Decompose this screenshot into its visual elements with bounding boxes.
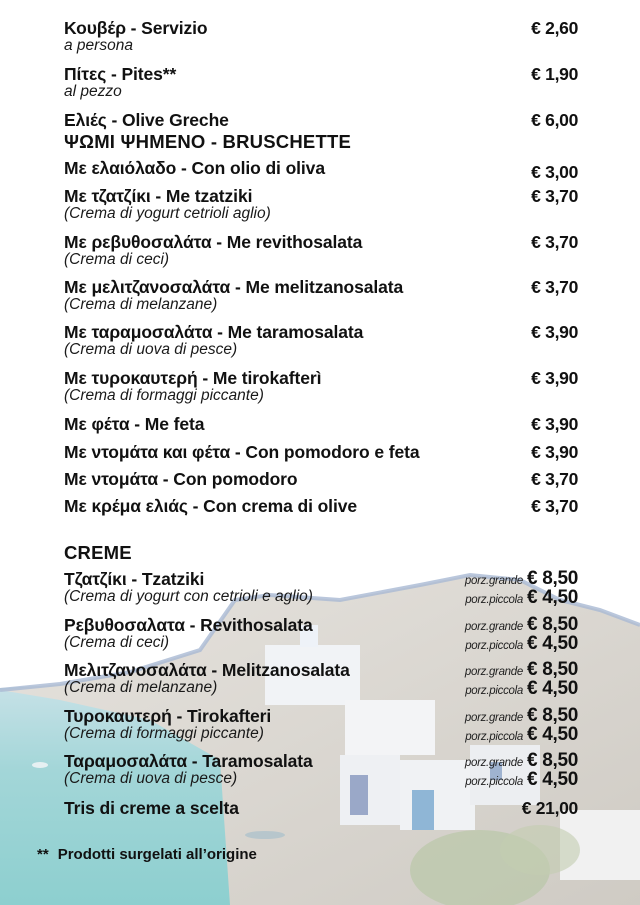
portion-label: porz.piccola <box>465 685 523 697</box>
portion-large <box>465 569 578 588</box>
portion-small <box>465 725 578 744</box>
portion-label: porz.piccola <box>465 640 523 652</box>
portion-label: porz.grande <box>464 575 523 587</box>
portion-price: € 4,50 <box>526 633 578 654</box>
item-price: € 21,00 <box>521 798 578 818</box>
menu-item-bruschetta <box>64 322 580 358</box>
section-title-creme: CREME <box>64 542 132 563</box>
item-note: (Crema di formaggi piccante) <box>64 725 264 742</box>
item-price: € 3,70 <box>531 277 578 297</box>
portion-small <box>465 679 578 698</box>
menu-item-crema <box>64 659 580 699</box>
item-note: (Crema di ceci) <box>64 251 170 268</box>
menu-item-tris <box>64 798 580 818</box>
item-name: Μελιτζανοσαλάτα - Melitzanosalata <box>64 660 350 680</box>
portion-price: € 8,50 <box>526 614 578 635</box>
item-name: Με μελιτζανοσαλάτα - Me melitzanosalata <box>64 277 404 297</box>
item-name: Με κρέμα ελιάς - Con crema di olive <box>64 496 357 516</box>
item-note: a persona <box>64 37 133 54</box>
portion-price: € 4,50 <box>526 587 578 608</box>
portion-price: € 8,50 <box>526 659 578 680</box>
item-name: Με ελαιόλαδο - Con olio di oliva <box>64 158 325 178</box>
item-name: Ταραμοσαλάτα - Taramosalata <box>64 751 313 771</box>
item-name: Τυροκαυτερή - Tirokafteri <box>64 706 272 726</box>
item-price: € 2,60 <box>531 18 578 38</box>
menu-item-bruschetta <box>64 442 580 462</box>
menu-item-coperto <box>64 18 580 54</box>
portion-label: porz.grande <box>464 712 523 724</box>
section-title-bruschette: ΨΩΜΙ ΨΗΜΕΝΟ - BRUSCHETTE <box>64 131 351 152</box>
item-name: Με τζατζίκι - Me tzatziki <box>64 186 253 206</box>
footnote-marker: ** <box>37 846 49 863</box>
portion-small <box>465 588 578 607</box>
item-name: Με φέτα - Me feta <box>64 414 205 434</box>
item-name: Κουβέρ - Servizio <box>64 18 208 38</box>
item-name: Με τυροκαυτερή - Me tirokafterì <box>64 368 322 388</box>
portion-price: € 8,50 <box>526 705 578 726</box>
item-note: (Crema di uova di pesce) <box>64 341 238 358</box>
portion-label: porz.piccola <box>465 594 523 606</box>
portion-price: € 8,50 <box>526 568 578 589</box>
item-note: (Crema di melanzane) <box>64 296 218 313</box>
footnote-text: Prodotti surgelati all’origine <box>57 846 257 863</box>
portion-label: porz.grande <box>464 757 523 769</box>
menu-item-bruschetta <box>64 496 580 516</box>
item-price: € 3,70 <box>531 496 578 516</box>
portion-large <box>465 751 578 770</box>
footnote <box>37 846 257 863</box>
item-note: (Crema di ceci) <box>64 634 170 651</box>
item-price: € 3,90 <box>531 368 578 388</box>
item-price: € 6,00 <box>531 110 578 130</box>
item-price: € 3,70 <box>531 469 578 489</box>
menu-item-bruschetta <box>64 158 580 182</box>
item-name: Με ντομάτα και φέτα - Con pomodoro e feta <box>64 442 420 462</box>
portion-large <box>465 615 578 634</box>
portion-small <box>465 634 578 653</box>
item-name: Ρεβυθοσαλατα - Revithosalata <box>64 615 313 635</box>
menu-item-crema <box>64 614 580 654</box>
portion-price: € 4,50 <box>526 769 578 790</box>
portion-price: € 4,50 <box>526 724 578 745</box>
portion-large <box>465 706 578 725</box>
portion-label: porz.piccola <box>465 731 523 743</box>
portion-large <box>465 660 578 679</box>
menu-item-bruschetta <box>64 368 580 404</box>
item-name: Με ρεβυθοσαλάτα - Me revithosalata <box>64 232 363 252</box>
item-name: Με ταραμοσαλάτα - Me taramosalata <box>64 322 364 342</box>
portion-price: € 4,50 <box>526 678 578 699</box>
item-price: € 1,90 <box>531 64 578 84</box>
menu-item-bruschetta <box>64 414 580 434</box>
menu-item-bruschetta <box>64 186 580 222</box>
portion-small <box>465 770 578 789</box>
item-price: € 3,00 <box>531 162 578 182</box>
menu-item-crema <box>64 750 580 790</box>
item-note: (Crema di formaggi piccante) <box>64 387 264 404</box>
item-price: € 3,90 <box>531 442 578 462</box>
item-note: (Crema di yogurt con cetrioli e aglio) <box>64 588 313 605</box>
item-name: Tris di creme a scelta <box>64 798 239 818</box>
menu-item-bruschetta <box>64 277 580 313</box>
item-note: (Crema di uova di pesce) <box>64 770 238 787</box>
menu-item-bruschetta <box>64 469 580 489</box>
portion-price: € 8,50 <box>526 750 578 771</box>
menu-item-crema <box>64 568 580 608</box>
menu-item-bruschetta <box>64 232 580 268</box>
item-price: € 3,70 <box>531 232 578 252</box>
portion-label: porz.piccola <box>465 776 523 788</box>
item-note: al pezzo <box>64 83 122 100</box>
menu-item-crema <box>64 705 580 745</box>
item-note: (Crema di melanzane) <box>64 679 218 696</box>
item-price: € 3,90 <box>531 414 578 434</box>
portion-label: porz.grande <box>464 621 523 633</box>
item-price: € 3,70 <box>531 186 578 206</box>
item-price: € 3,90 <box>531 322 578 342</box>
item-note: (Crema di yogurt cetrioli aglio) <box>64 205 271 222</box>
item-name: Ελιές - Olive Greche <box>64 110 229 130</box>
portion-label: porz.grande <box>464 666 523 678</box>
menu-item-pites <box>64 64 580 100</box>
item-name: Με ντομάτα - Con pomodoro <box>64 469 298 489</box>
menu-item-olive <box>64 110 580 130</box>
item-name: Πίτες - Pites** <box>64 64 177 84</box>
item-name: Τζατζίκι - Tzatziki <box>64 569 205 589</box>
